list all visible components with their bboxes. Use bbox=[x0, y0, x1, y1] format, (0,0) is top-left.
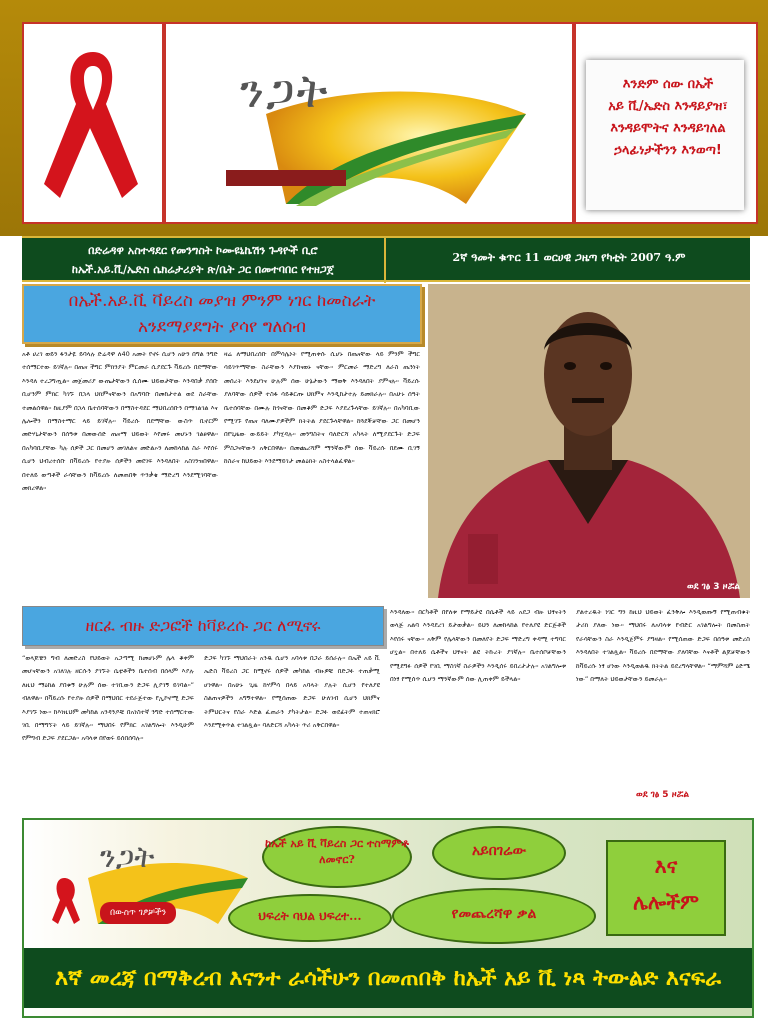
red-ribbon-panel bbox=[22, 22, 164, 224]
main-article-column-2: ዛሬ ለማህበረሰቡ በምሳሌነት የሚጠቀሱ ሲሆኑ በጤናቸው ላይ ምንም ችግር ሳይገጥማቸው ስራቸውን እያከናወኑ ናቸው። ምርመራ ማድረግ ለራስ ጤንነት መሰረት እንደሆነና ሁሉም ሰው ሁኔታውን ማወቅ እንዳለበት ያምናሉ። ቫይረሱ ያለባቸው ሰዎች ተስፋ ሳይቆርጡ ህክምና እንዲከታተሉ ይመክራሉ። በአሁኑ ሰዓት ቤተሰባቸው በሙሉ ከጎናቸው በመቆም ድጋፍ እያደረጉላቸው ይገኛሉ። በአካባቢው የሚገኙ የጤና ባለሙያዎችም ክትትል ያደርጉላቸዋል። ከጓደኞቻቸው ጋር በመሆን በየጊዜው ውይይት ያካሂዳሉ። መንግስትና ባለድርሻ አካላት ለሚያደርጉት ድጋፍ ምስጋናቸውን አቅርበዋል። በመጨረሻም ማንኛውም ሰው ቫይረሱ በደሙ ቢገኝ ከስራና ከህይወት እንደማይገታ መልዕክት አስተላልፈዋል። bbox=[224, 350, 420, 466]
main-article-column-1: አቶ ሀረገ ወይን ፋንታዬ ይባላሉ ድሬዳዋ ለ40 አመት የኖሩ ሲሆን አሁን በግል ንግድ ተሰማርተው ይገኛሉ። በጤና ችግር ምክንያት ምርመራ ሲያደርጉ ቫይረሱ በደማቸው እንዳለ ተረጋግጧል። መጀመሪያ ውጤታቸውን ሲሰሙ ህይወታቸው እንዳበቃ ያሰቡ ቢሆንም ምክር ካገኙ በኋላ ህክምናቸውን በአግባቡ በመከታተል ወደ ስራቸው ተመልሰዋል። ከዚያም በኋላ ቤተሰባቸውን በማስተዳደር ማህበረሰቡን በማገልገል እና ሌሎችን በማስተማር ላይ ይገኛሉ። ቫይረሱ በደማቸው ውስጥ ቢኖርም መድሃኒታቸውን በሰዓቱ በመውሰድ ጤናማ ህይወት እየመሩ መሆኑን ገልፀዋል። በአካባቢያቸው ካሉ ሰዎች ጋር በመሆን መገለልና መድልኦን ለመከላከል ስራ እየሰሩ ሲሆን ህብረተሰቡ በቫይረሱ የተያዙ ሰዎችን መደገፍ እንዳለበት አስገንዝበዋል። በተለይ ወጣቶች ራሳቸውን ከቫይረሱ ለመጠበቅ ጥንቃቄ ማድረግ እንደሚገባቸው መክረዋል። bbox=[22, 350, 218, 493]
second-article-column-3: እንዳለው። በርካቶች በየለቱ የማይታዩ በሴቶች ላይ አደጋ ብዙ ህፃናትን ወላጅ አልባ እንዳደረገ ይታወቃል። ይህን ለመከላከል የተለያዩ ድርጅቶች እየሰሩ ናቸው። አቅም የሌላቸውን በመለየት ድጋፍ ማድረግ ቀዳሚ ተግባር ሆኗል። በተለይ ሴቶችና ህፃናት ልዩ ትኩረት ያገኛሉ። ቤተሰቦቻቸውን የሚደግፉ ሰዎች የገቢ ማስገኛ ስራዎችን እንዲሰሩ ይበረታታሉ። አገልግሎቱ በነፃ የሚሰጥ ሲሆን ማንኛውም ሰው ሊጠቀም ይችላል። bbox=[390, 608, 566, 684]
contents-bubble-3[interactable]: ህፍረት ባህል ህፍረተ... bbox=[228, 894, 392, 942]
and-more-box[interactable] bbox=[606, 840, 726, 936]
info-strip bbox=[22, 236, 750, 282]
second-article-title: ዘርፈ ብዙ ድጋፎች ከቫይረሱ ጋር ለሚኖሩ bbox=[85, 616, 321, 635]
publisher-line-1: በድሬዳዋ አስተዳደር የመንግስት ኮሙዩኒኬሽን ጉዳዮች ቢሮ bbox=[88, 244, 318, 257]
photo-page-ref: ወደ ገፅ 3 ዞሯል bbox=[686, 582, 740, 592]
second-article-heading bbox=[22, 606, 384, 646]
second-article-column-1: “ወላጆቼን ግብ ለመድረስ የህይወት አጋጣሚ ከመሆኑም ሌላ ቆቀም መሆናቸውን አገለገሉ ዘርሱን ያገኙት ሴቲቶችን ቤተሰብ በሰላም እያሉ ለዚህ ማዕከል ያበቁኝ ሁሉም ሰው ተገቢውን ድጋፍ ሊያገኝ ይገባል።” ብለዋል። በቫይረሱ የተያዙ ሰዎች በማህበር ተደራጅተው የኢኮኖሚ ድጋፍ እያገኙ ነው። ከእነዚህም መካከል አንዳንዶቹ በአነስተኛ ንግድ ተሰማርተው ገቢ በማግኘት ላይ ይገኛሉ። ማህበሩ የምክር አገልግሎት እንዲሁም የምግብ ድጋፍ ያደርጋል። አባላቱ በየወሩ ይሰበሰባሉ። bbox=[22, 654, 194, 743]
logo-panel bbox=[164, 22, 574, 224]
contents-bubble-2[interactable]: አይበገሬው bbox=[432, 826, 566, 880]
slogan-text bbox=[588, 74, 748, 162]
issue-info: 2ኛ ዓመት ቁጥር 11 ወርሀዊ ጋዜጣ የካቲት 2007 ዓ.ም bbox=[452, 251, 686, 264]
contents-banner bbox=[22, 818, 754, 1018]
publisher-info bbox=[22, 238, 386, 283]
banner-logo-wordmark: ንጋት bbox=[100, 840, 155, 875]
second-article-page-ref: ወደ ገፅ 5 ዞሯል bbox=[636, 790, 690, 800]
second-article-column-4: ያልተረዱት ነገር ግን ከዚህ ህይወት ፈንቅሎ እንዲወጡኝ የሚጠብቁት ታሪክ ያለው ነው። ማህበሩ ለአባላቱ የብድር አገልግሎት በመስጠት የራሳቸውን ስራ እንዲጀምሩ ያግዛል። የሚሰጠው ድጋፍ በሰዓቱ መድረስ እንዳለበት ተገልጿል። ቫይረሱ በደማቸው ያለባቸው እናቶች ልጆቻቸውን ከቫይረሱ ነፃ ሆነው እንዲወልዱ ክትትል ይደረግላቸዋል። “ማምሻም ዕድሜ ነው” በማለት ህይወታቸውን ይመራሉ። bbox=[576, 608, 750, 684]
contents-bubble-4[interactable]: የመጨረሻዋ ቃል bbox=[392, 888, 596, 944]
portrait-photo bbox=[428, 284, 750, 598]
man-portrait-image bbox=[428, 284, 750, 598]
slogan-panel bbox=[574, 22, 758, 224]
publisher-line-2: ከኤች.አይ.ቪ/ኤድስ ሴክሬታሪያት ጽ/ቤት ጋር በመተባበር የተዘጋጀ bbox=[71, 263, 335, 276]
contents-bubble-1[interactable]: ከኤች አይ ቪ ቫይረስ ጋር ተስማምቶ ለመኖር? bbox=[262, 826, 412, 888]
main-article-title-line-1: በኤች.አይ.ቪ ቫይረስ መያዝ ምንም ነገር ከመስራት bbox=[68, 291, 376, 311]
inside-pages-label: በውስጥ ገፆቻችን bbox=[100, 902, 176, 924]
main-article-heading bbox=[22, 284, 422, 344]
banner-tagline: እኛ መረጃ በማቅረብ እናንተ ራሳችሁን በመጠበቅ ከኤች አይ ቪ ነጻ ትውልድ እናፍራ bbox=[24, 948, 752, 1008]
slogan-line: አይ ቪ/ኤድስ እንዳይያዝ፣ bbox=[608, 99, 728, 114]
slogan-line: እንድም ሰው በኤች bbox=[622, 77, 714, 92]
slogan-line: እንዳይሞትና እንዳይገለል bbox=[610, 121, 726, 136]
logo-wordmark: ንጋት bbox=[240, 64, 330, 118]
and-more-line-1: እና bbox=[654, 854, 678, 878]
masthead bbox=[0, 0, 768, 236]
red-ribbon-icon bbox=[24, 24, 162, 222]
and-more-line-2: ሌሎችም bbox=[633, 890, 699, 914]
main-article-title-line-2: አንደማያደግት ያሳየ ግለሰብ bbox=[137, 317, 306, 337]
slogan-line: ኃላፊነታችንን እንወጣ! bbox=[614, 143, 722, 158]
second-article-column-2: ድጋፍ ካገኙ ማህበራት አንዱ ሲሆን አባላቱ በጋራ ይሰራሉ። በኤች አይ ቪ ኤድስ ቫይረስ ጋር ከሚኖሩ ሰዎች መካከል ብዙዎቹ በድጋፉ ተጠቃሚ ሆነዋል። በአሁኑ ጊዜ ከሃምሳ በላይ አባላት ያሉት ሲሆን የተለያዩ ስልጠናዎችን አግኝተዋል። የሚሰጠው ድጋፍ ሁለገብ ሲሆን ህክምና ትምህርትና የስራ እድል ፈጠራን ያካትታል። ድጋፉ ወደፊትም ተጠናክሮ እንደሚቀጥል ተገልጿል። ባለድርሻ አካላት ጥሪ አቅርበዋል። bbox=[204, 654, 380, 730]
